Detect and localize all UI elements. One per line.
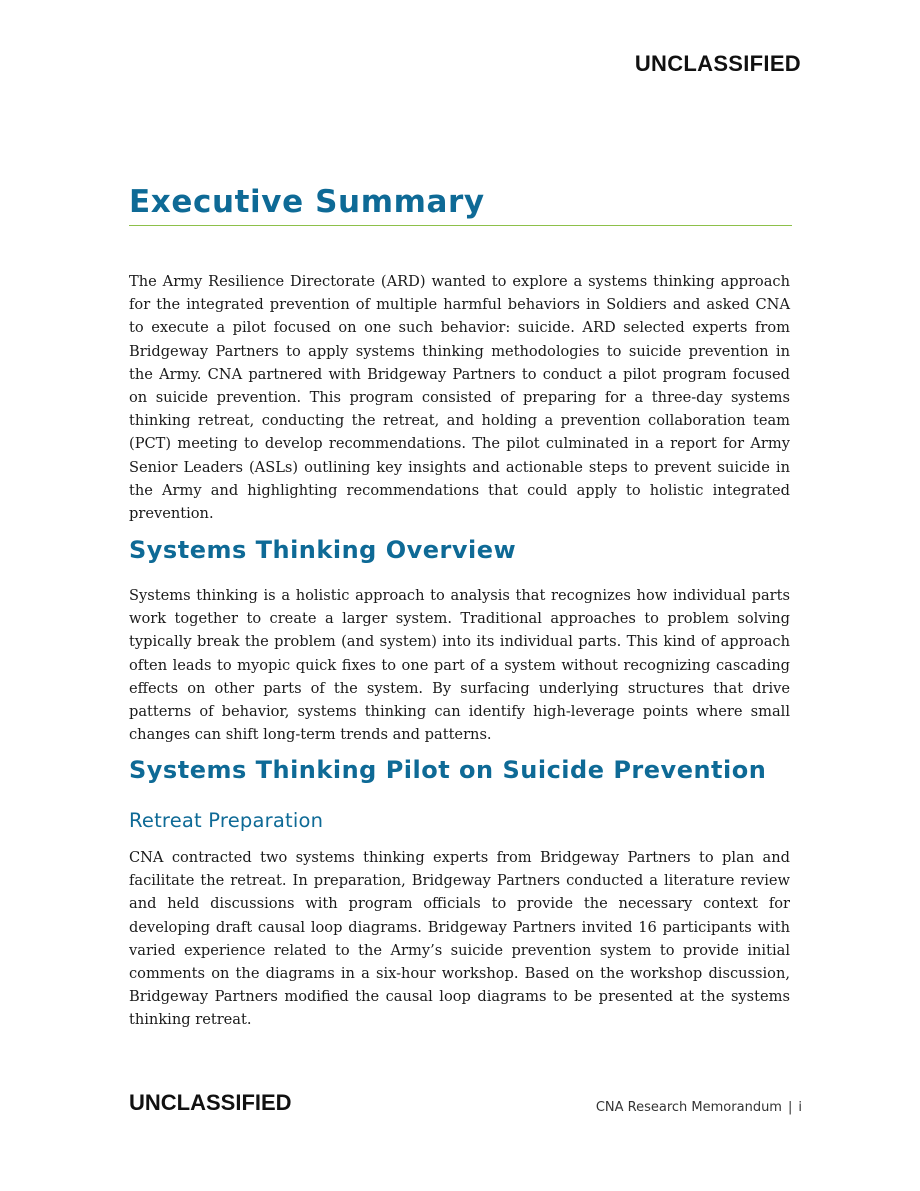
systems-thinking-overview-heading: Systems Thinking Overview [129, 536, 517, 564]
classification-banner-top: UNCLASSIFIED [634, 51, 801, 76]
pilot-heading: Systems Thinking Pilot on Suicide Prevention [129, 756, 767, 784]
retreat-preparation-heading: Retreat Preparation [129, 809, 324, 832]
executive-summary-paragraph: The Army Resilience Directorate (ARD) wanted to explore a systems thinking approach for the integrated prevention of multiple harmful behaviors in Soldiers and asked CNA to execute a pilot focused on one such behavior: suicide. ARD selected experts from Bridgeway Partners to apply systems thinking methodologies to suicide prevention in the Army. CNA partnered with Bridgeway Partners to conduct a pilot program focused on suicide prevention. This program consisted of preparing for a three-day systems thinking retreat, conducting the retreat, and holding a prevention collaboration team (PCT) meeting to develop recommendations. The pilot culminated in a report for Army Senior Leaders (ASLs) outlining key insights and actionable steps to prevent suicide in the Army and highlighting recommendations that could apply to holistic integrated prevention. [129, 273, 790, 523]
classification-banner-bottom: UNCLASSIFIED [129, 1090, 292, 1115]
retreat-preparation-paragraph: CNA contracted two systems thinking experts from Bridgeway Partners to plan and facilitate the retreat. In preparation, Bridgeway Partners conducted a literature review and held discussions with program officials to provide the necessary context for developing draft causal loop diagrams. Bridgeway Partners invited 16 participants with varied experience related to the Army’s suicide prevention system to provide initial comments on the diagrams in a six-hour workshop. Based on the workshop discussion, Bridgeway Partners modified the causal loop diagrams to be presented at the systems thinking retreat. [129, 849, 790, 1029]
executive-summary-heading: Executive Summary [129, 184, 485, 220]
overview-paragraph: Systems thinking is a holistic approach to analysis that recognizes how individual parts work together to create a larger system. Traditional approaches to problem solving typically break the problem (and system) into its individual parts. This kind of approach often leads to myopic quick fixes to one part of a system without recognizing cascading effects on other parts of the system. By surfacing underlying structures that drive patterns of behavior, systems thinking can identify high-leverage points where small changes can shift long-term trends and patterns. [129, 587, 790, 744]
footer-separator: | [787, 1100, 793, 1115]
page-footer [596, 1100, 802, 1115]
page-number: i [798, 1100, 802, 1115]
heading-divider [129, 225, 792, 226]
document-type: CNA Research Memorandum [595, 1100, 782, 1115]
